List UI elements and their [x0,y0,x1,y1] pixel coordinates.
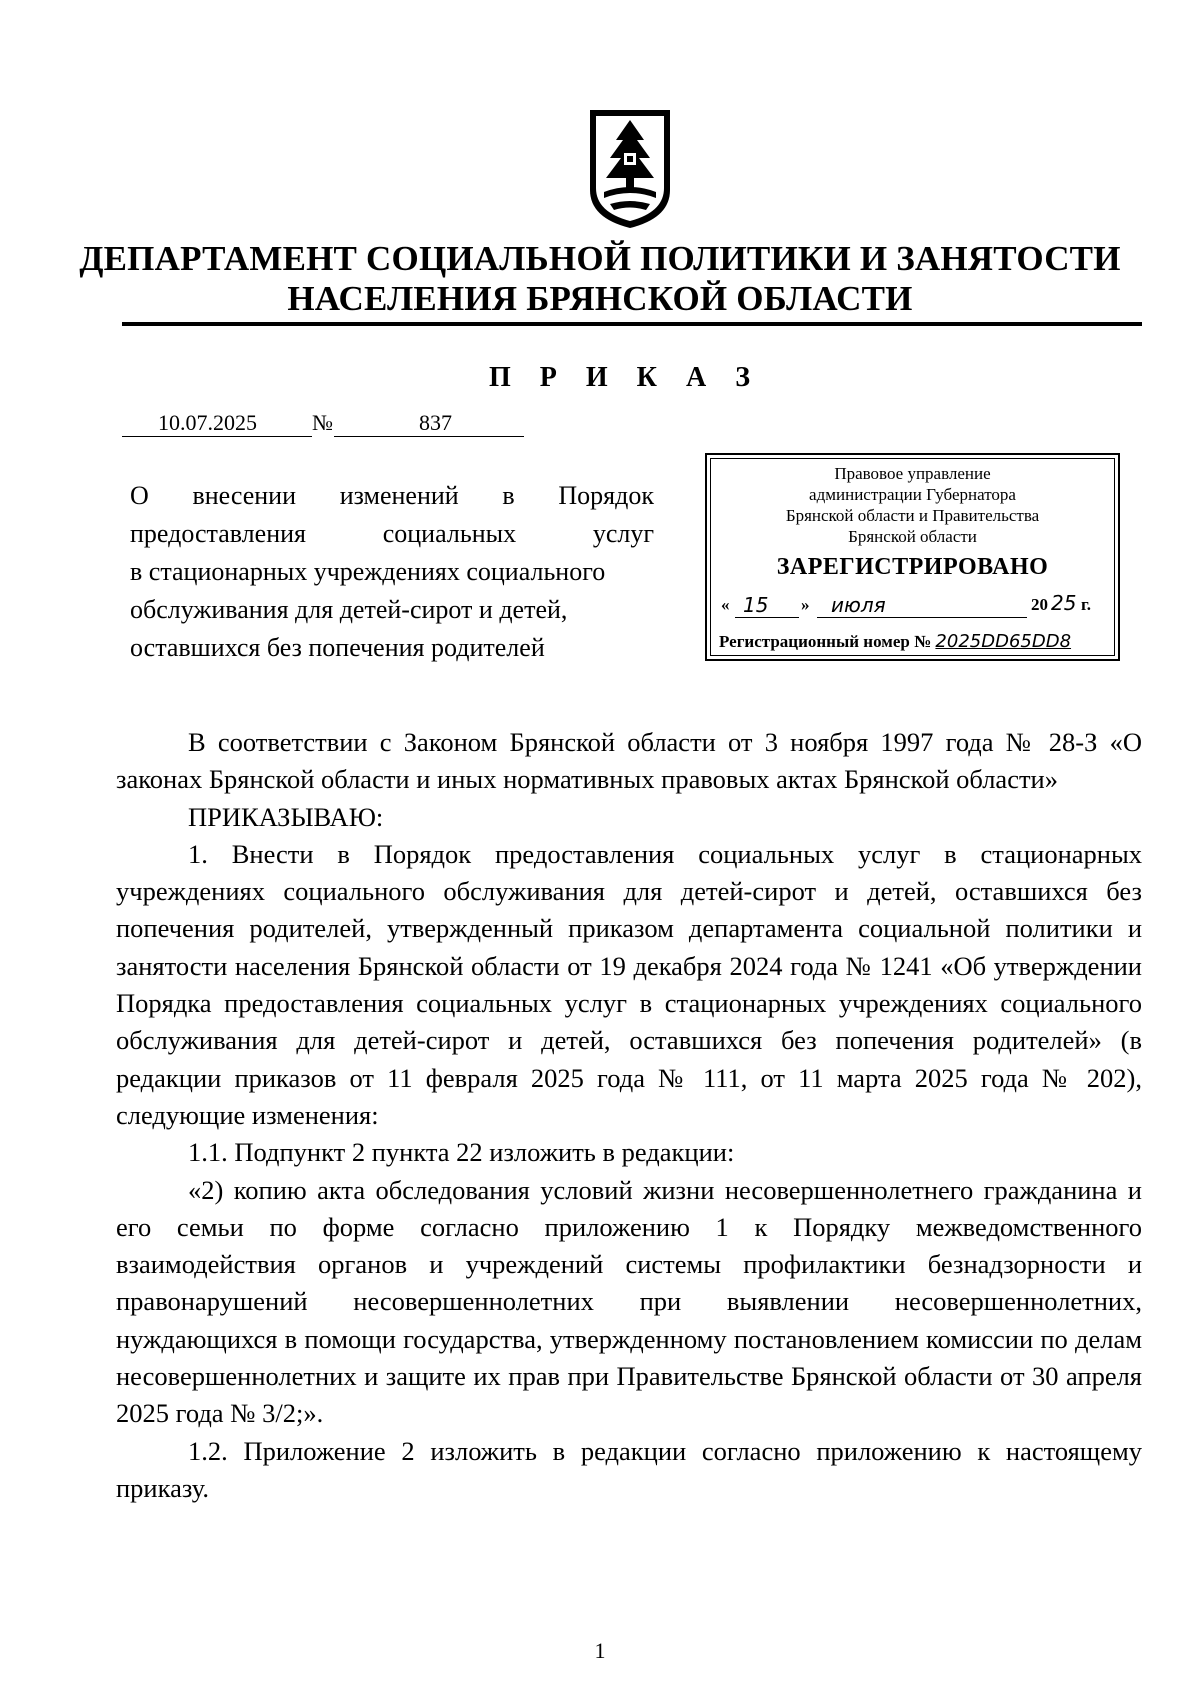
body-paragraph: В соответствии с Законом Брянской области от 3 ноября 1997 года № 28-З «О законах Брянской области и иных нормативных правовых актах Брянской области» [116,727,1142,795]
stamp-line: Брянской области [848,527,977,546]
department-name-line2: НАСЕЛЕНИЯ БРЯНСКОЙ ОБЛАСТИ [287,279,913,318]
order-number: 837 [419,410,452,435]
stamp-reg-row [719,631,1114,652]
page-number: 1 [594,1638,606,1663]
document-type-title: П Р И К А З [489,362,761,393]
stamp-line: администрации Губернатора [809,485,1016,504]
subject-line: О внесении изменений в Порядок [130,481,654,510]
order-body [116,724,1142,1507]
header-divider [122,322,1142,326]
body-paragraph: ПРИКАЗЫВАЮ: [188,801,384,832]
stamp-reg-label: Регистрационный номер № [719,632,932,651]
body-paragraph: 1.1. Подпункт 2 пункта 22 изложить в редакции: [188,1137,735,1168]
stamp-date-row: « 15 » июля 20 25 г. [721,591,1092,617]
subject-line: в стационарных учреждениях социального [130,557,606,586]
coat-of-arms-emblem [586,106,674,230]
order-date: 10.07.2025 [158,410,257,435]
stamp-status: ЗАРЕГИСТРИРОВАНО [776,554,1049,580]
subject-line: обслуживания для детей-сирот и детей, [130,595,568,624]
subject-line: оставшихся без попечения родителей [130,633,545,662]
stamp-reg-number: 2025DD65DD8 [935,631,1072,652]
body-paragraph: 1.2. Приложение 2 изложить в редакции согласно приложению к настоящему приказу. [116,1435,1142,1503]
number-underline [334,436,524,437]
stamp-year-suffix: 25 [1051,591,1077,615]
stamp-line: Брянской области и Правительства [785,506,1040,525]
stamp-line: Правовое управление [834,464,991,483]
stamp-day: 15 [743,593,769,617]
order-subject [130,477,654,667]
body-paragraph: «2) копию акта обследования условий жизни несовершеннолетнего гражданина и его семьи по форме согласно приложению 1 к Порядку межведомственного взаимодействия органов и учреждений системы профилактики безнадзорности и правонарушений несовершеннолетних при выявлении несовершеннолетних, нуждающихся в помощи государства, утвержденному постановлением комиссии по делам несовершеннолетних и защите их прав при Правительстве Брянской области от 30 апреля 2025 года № 3/2;». [116,1174,1142,1429]
stamp-year-prefix: 20 [1031,595,1048,614]
body-paragraph: 1. Внести в Порядок предоставления социальных услуг в стационарных учреждениях социального обслуживания для детей-сирот и детей, оставшихся без попечения родителей, утвержденный приказом департамента социальной политики и занятости населения Брянской области от 19 декабря 2024 года № 1241 «Об утверждении Порядка предоставления социальных услуг в стационарных учреждениях социального обслуживания для детей-сирот и детей, оставшихся без попечения родителей» (в редакции приказов от 11 февраля 2025 года № 111, от 11 марта 2025 года № 202), следующие изменения: [116,838,1142,1130]
subject-line: предоставления социальных услуг [130,519,654,548]
department-name-line1: ДЕПАРТАМЕНТ СОЦИАЛЬНОЙ ПОЛИТИКИ И ЗАНЯТОСТИ [79,239,1121,278]
stamp-year-unit: г. [1081,595,1092,614]
stamp-month: июля [831,593,886,617]
registration-stamp [705,453,1120,661]
date-underline [122,436,312,437]
order-number-label: № [312,410,333,435]
